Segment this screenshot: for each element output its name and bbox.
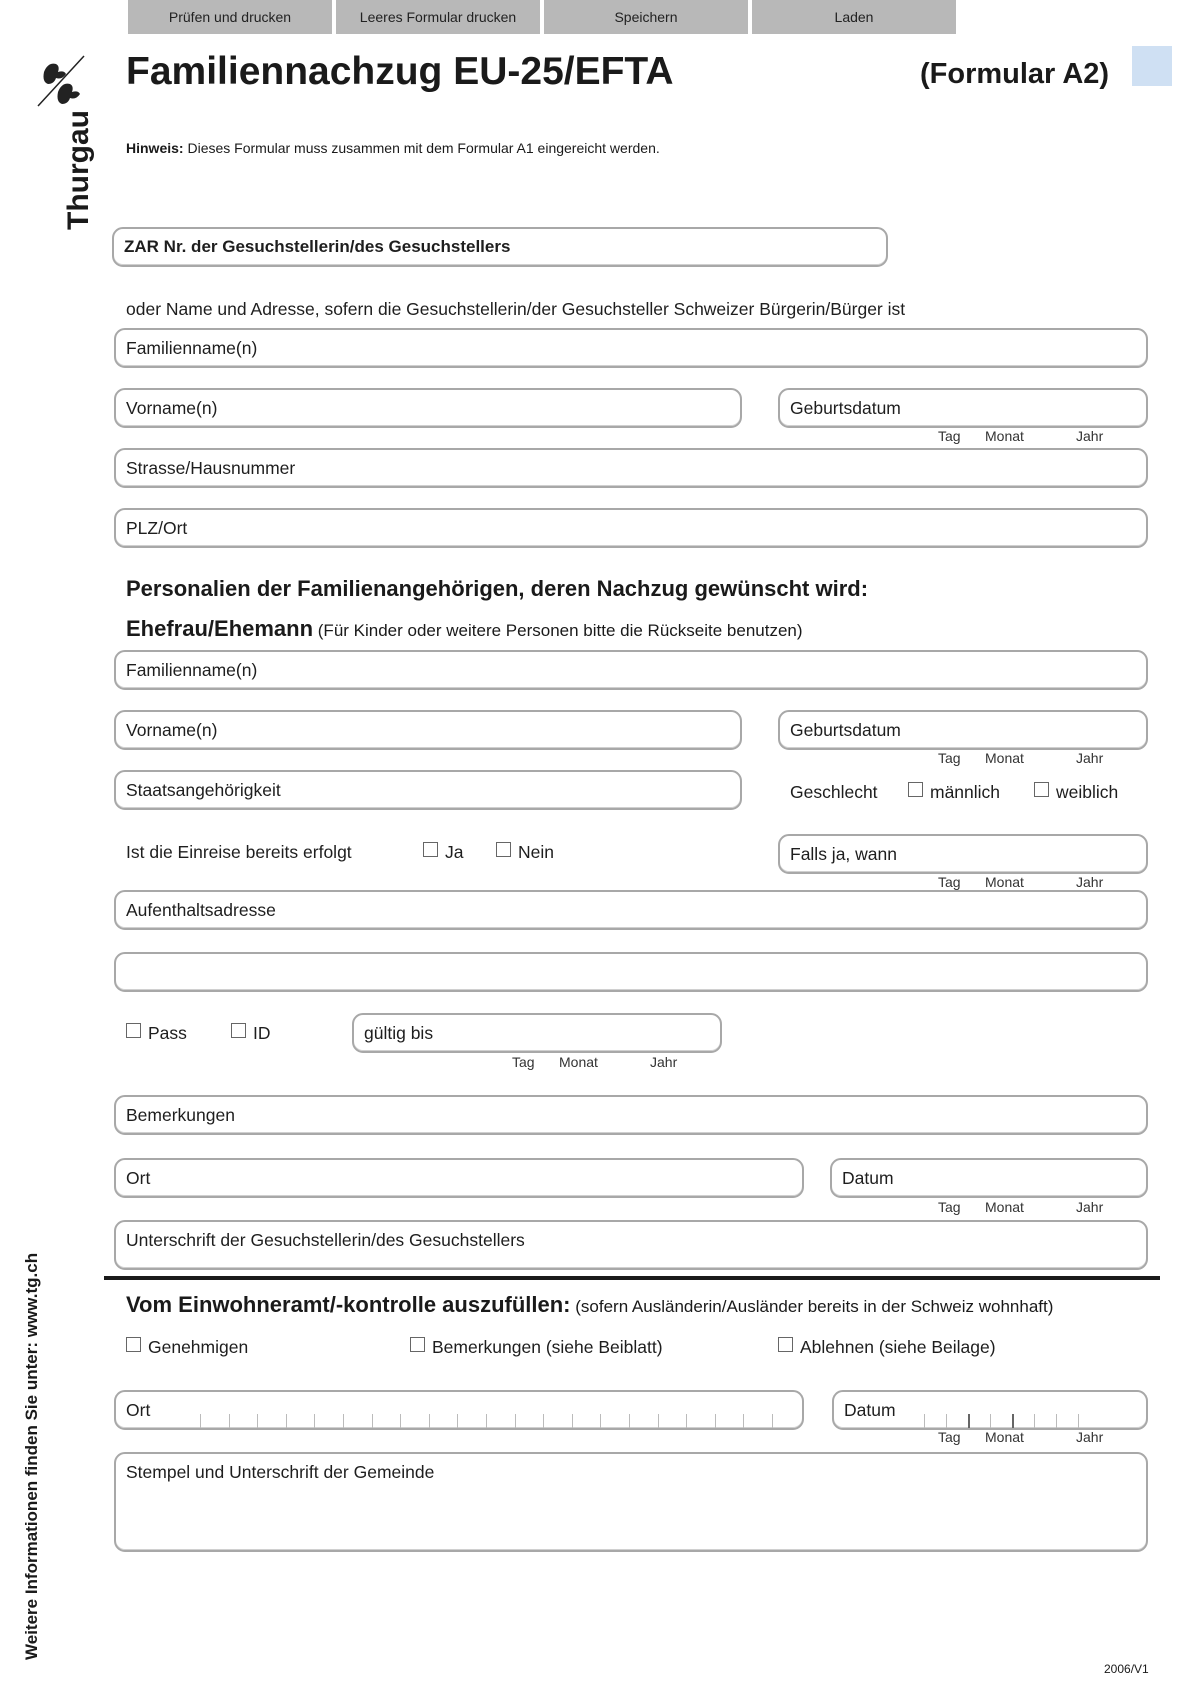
comb-tick xyxy=(686,1414,687,1428)
applicant-city-field[interactable] xyxy=(114,508,1148,548)
date-part-day: Tag xyxy=(938,1429,961,1445)
comb-tick xyxy=(629,1414,630,1428)
hint-label: Hinweis: xyxy=(126,140,184,156)
version-label: 2006/V1 xyxy=(1104,1662,1149,1676)
date-part-day: Tag xyxy=(938,874,961,890)
residence-address-line2-field[interactable] xyxy=(114,952,1148,992)
spouse-birthdate-label: Geburtsdatum xyxy=(790,720,901,740)
comb-tick xyxy=(715,1414,716,1428)
residence-address-label: Aufenthaltsadresse xyxy=(126,900,276,920)
comb-tick xyxy=(600,1414,601,1428)
form-marker xyxy=(1132,46,1172,86)
more-info-text: Weitere Informationen finden Sie unter: www.tg.ch xyxy=(22,1252,41,1660)
check-print-button[interactable]: Prüfen und drucken xyxy=(128,0,332,34)
date-part-year: Jahr xyxy=(1076,750,1104,766)
spouse-note: (Für Kinder oder weitere Personen bitte die Rückseite benutzen) xyxy=(313,621,803,640)
valid-until-label: gültig bis xyxy=(364,1023,434,1043)
applicant-firstname-label: Vorname(n) xyxy=(126,398,218,418)
entry-question: Ist die Einreise bereits erfolgt xyxy=(126,842,352,862)
date-part-year: Jahr xyxy=(1076,1199,1104,1215)
comb-tick xyxy=(1056,1414,1057,1428)
entry-yes-label: Ja xyxy=(445,842,464,862)
female-label: weiblich xyxy=(1056,782,1119,802)
date-part-year: Jahr xyxy=(1076,1429,1104,1445)
comb-tick xyxy=(486,1414,487,1428)
comb-tick xyxy=(658,1414,659,1428)
approve-label: Genehmigen xyxy=(148,1337,249,1357)
entry-date-field[interactable] xyxy=(778,834,1148,874)
page-title: Familiennachzug EU-25/EFTA xyxy=(126,50,674,93)
sex-label: Geschlecht xyxy=(790,782,878,802)
form-code: (Formular A2) xyxy=(920,58,1110,90)
applicant-street-label: Strasse/Hausnummer xyxy=(126,458,296,478)
male-label: männlich xyxy=(930,782,1001,802)
passport-checkbox[interactable] xyxy=(126,1023,141,1038)
applicant-firstname-field[interactable] xyxy=(114,388,742,428)
id-card-checkbox[interactable] xyxy=(231,1023,246,1038)
entry-no-checkbox[interactable] xyxy=(496,842,511,857)
comb-tick xyxy=(429,1414,430,1428)
print-empty-form-button[interactable]: Leeres Formular drucken xyxy=(336,0,540,34)
comb-tick xyxy=(743,1414,744,1428)
female-checkbox[interactable] xyxy=(1034,782,1049,797)
comb-tick xyxy=(257,1414,258,1428)
comb-tick xyxy=(229,1414,230,1428)
comb-tick xyxy=(772,1414,773,1428)
signature-field[interactable] xyxy=(114,1220,1148,1270)
date-part-year: Jahr xyxy=(1076,428,1104,444)
approve-checkbox[interactable] xyxy=(126,1337,141,1352)
date-part-day: Tag xyxy=(938,428,961,444)
comb-tick xyxy=(1012,1414,1014,1428)
canton-label: Thurgau xyxy=(62,110,95,230)
comb-tick xyxy=(543,1414,544,1428)
date-part-year: Jahr xyxy=(650,1054,678,1070)
comb-tick xyxy=(1034,1414,1035,1428)
applicant-city-label: PLZ/Ort xyxy=(126,518,188,538)
spouse-nationality-field[interactable] xyxy=(114,770,742,810)
entry-date-label: Falls ja, wann xyxy=(790,844,897,864)
comb-tick xyxy=(515,1414,516,1428)
comb-tick xyxy=(457,1414,458,1428)
hint-text xyxy=(126,140,660,156)
spouse-birthdate-field[interactable] xyxy=(778,710,1148,750)
spouse-firstname-label: Vorname(n) xyxy=(126,720,218,740)
reject-label: Ablehnen (siehe Beilage) xyxy=(800,1337,996,1357)
office-remarks-checkbox[interactable] xyxy=(410,1337,425,1352)
date-part-month: Monat xyxy=(559,1054,598,1070)
office-date-field[interactable] xyxy=(832,1390,1148,1430)
zar-number-label: ZAR Nr. der Gesuchstellerin/des Gesuchstellers xyxy=(124,237,511,256)
male-checkbox[interactable] xyxy=(908,782,923,797)
thurgau-lion-logo-icon xyxy=(34,52,86,110)
applicant-birthdate-field[interactable] xyxy=(778,388,1148,428)
spouse-firstname-field[interactable] xyxy=(114,710,742,750)
date-part-month: Monat xyxy=(985,1429,1024,1445)
applicant-street-field[interactable] xyxy=(114,448,1148,488)
comb-tick xyxy=(372,1414,373,1428)
date-part-month: Monat xyxy=(985,1199,1024,1215)
comb-tick xyxy=(200,1414,201,1428)
comb-tick xyxy=(968,1414,970,1428)
remarks-label: Bemerkungen xyxy=(126,1105,235,1125)
applicant-birthdate-label: Geburtsdatum xyxy=(790,398,901,418)
applicant-intro: oder Name und Adresse, sofern die Gesuchstellerin/der Gesuchsteller Schweizer Bürgerin/Bürger ist xyxy=(126,299,906,319)
date-part-day: Tag xyxy=(512,1054,535,1070)
reject-checkbox[interactable] xyxy=(778,1337,793,1352)
date-part-month: Monat xyxy=(985,874,1024,890)
stamp-signature-field[interactable] xyxy=(114,1452,1148,1552)
id-card-label: ID xyxy=(253,1023,271,1043)
comb-tick xyxy=(946,1414,947,1428)
comb-tick xyxy=(572,1414,573,1428)
passport-label: Pass xyxy=(148,1023,187,1043)
spouse-nationality-label: Staatsangehörigkeit xyxy=(126,780,281,800)
date-part-day: Tag xyxy=(938,1199,961,1215)
stamp-signature-label: Stempel und Unterschrift der Gemeinde xyxy=(126,1462,435,1482)
spouse-heading: Ehefrau/Ehemann xyxy=(126,616,314,641)
spouse-surname-label: Familienname(n) xyxy=(126,660,258,680)
date-part-month: Monat xyxy=(985,750,1024,766)
valid-until-field[interactable] xyxy=(352,1013,722,1053)
load-button[interactable]: Laden xyxy=(752,0,956,34)
date-part-day: Tag xyxy=(938,750,961,766)
place-label: Ort xyxy=(126,1168,151,1188)
office-place-label: Ort xyxy=(126,1400,151,1420)
section-divider xyxy=(104,1276,1160,1280)
date-part-month: Monat xyxy=(985,428,1024,444)
comb-tick xyxy=(924,1414,925,1428)
entry-no-label: Nein xyxy=(518,842,554,862)
applicant-surname-field[interactable] xyxy=(114,328,1148,368)
date-field[interactable] xyxy=(830,1158,1148,1198)
spouse-heading-row xyxy=(126,616,803,642)
comb-tick xyxy=(400,1414,401,1428)
family-heading: Personalien der Familienangehörigen, deren Nachzug gewünscht wird: xyxy=(126,576,869,601)
save-button[interactable]: Speichern xyxy=(544,0,748,34)
comb-tick xyxy=(314,1414,315,1428)
place-field[interactable] xyxy=(114,1158,804,1198)
comb-tick xyxy=(343,1414,344,1428)
zar-number-field[interactable] xyxy=(112,227,888,267)
comb-tick xyxy=(990,1414,991,1428)
signature-label: Unterschrift der Gesuchstellerin/des Gesuchstellers xyxy=(126,1230,525,1250)
office-date-label: Datum xyxy=(844,1400,896,1420)
office-place-field[interactable] xyxy=(114,1390,804,1430)
office-heading-note: (sofern Ausländerin/Ausländer bereits in der Schweiz wohnhaft) xyxy=(570,1297,1054,1316)
office-remarks-label: Bemerkungen (siehe Beiblatt) xyxy=(432,1337,663,1357)
comb-tick xyxy=(1078,1414,1079,1428)
spouse-surname-field[interactable] xyxy=(114,650,1148,690)
entry-yes-checkbox[interactable] xyxy=(423,842,438,857)
date-part-year: Jahr xyxy=(1076,874,1104,890)
applicant-surname-label: Familienname(n) xyxy=(126,338,258,358)
residence-address-field[interactable] xyxy=(114,890,1148,930)
date-label: Datum xyxy=(842,1168,894,1188)
comb-tick xyxy=(286,1414,287,1428)
office-heading-row xyxy=(126,1292,1053,1318)
hint-body: Dieses Formular muss zusammen mit dem Formular A1 eingereicht werden. xyxy=(183,140,660,156)
office-heading: Vom Einwohneramt/-kontrolle auszufüllen: xyxy=(126,1292,571,1317)
remarks-field[interactable] xyxy=(114,1095,1148,1135)
